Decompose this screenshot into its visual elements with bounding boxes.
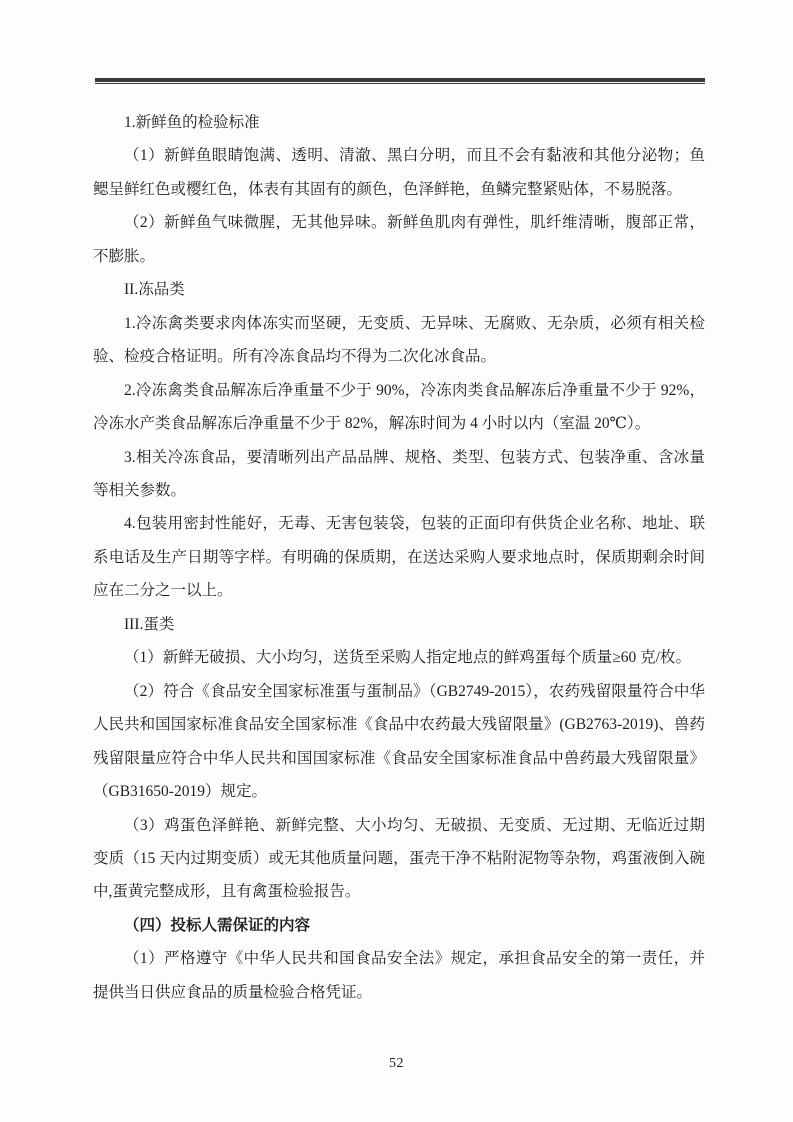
header-rule-thin-line: [95, 83, 705, 85]
section-heading: （四）投标人需保证的内容: [124, 916, 311, 934]
paragraph: 3.相关冷冻食品，要清晰列出产品品牌、规格、类型、包装方式、包装净重、含冰量等相关参数。: [93, 448, 705, 499]
paragraph: 1.冷冻禽类要求肉体冻实而坚硬，无变质、无异味、无腐败、无杂质，必须有相关检验、检疫合格证明。所有冷冻食品均不得为二次化冰食品。: [93, 314, 705, 366]
header-rule: [95, 78, 705, 84]
header-rule-thick-line: [95, 78, 705, 82]
paragraph: （1）严格遵守《中华人民共和国食品安全法》规定，承担食品安全的第一责任，并提供当日供应食品的质量检验合格凭证。: [93, 950, 705, 1001]
paragraph: 4.包装用密封性能好，无毒、无害包装袋，包装的正面印有供货企业名称、地址、联系电话及生产日期等字样。有明确的保质期，在送达采购人要求地点时，保质期剩余时间应在二分之一以上。: [93, 515, 705, 600]
page-number: 52: [389, 1056, 404, 1071]
paragraph: III.蛋类: [124, 615, 175, 633]
paragraph: （1）新鲜无破损、大小均匀，送货至采购人指定地点的鲜鸡蛋每个质量≥60 克/枚。: [124, 649, 691, 667]
paragraph: 2.冷冻禽类食品解冻后净重量不少于 90%，冷冻肉类食品解冻后净重量不少于 92%，冷冻水产类食品解冻后净重量不少于 82%，解冻时间为 4 小时以内（室温 20℃）。: [93, 381, 705, 433]
paragraph: 1.新鲜鱼的检验标准: [124, 114, 260, 131]
document-body: [93, 106, 705, 1009]
page-footer: [0, 1054, 793, 1072]
paragraph: （2）符合《食品安全国家标准蛋与蛋制品》（GB2749-2015），农药残留限量符合中华人民共和国国家标准食品安全国家标准《食品中农药最大残留限量》(GB2763-2019)、兽药残留限量应符合中华人民共和国国家标准《食品安全国家标准食品中兽药最大残留限量》（GB31650-2019）规定。: [93, 682, 705, 801]
paragraph: （2）新鲜鱼气味微腥，无其他异味。新鲜鱼肌肉有弹性，肌纤维清晰，腹部正常，不膨胀。: [93, 214, 705, 265]
paragraph: （3）鸡蛋色泽鲜艳、新鲜完整、大小均匀、无破损、无变质、无过期、无临近过期变质（15 天内过期变质）或无其他质量问题，蛋壳干净不粘附泥物等杂物，鸡蛋液倒入碗中,蛋黄完整成形，且有禽蛋检验报告。: [93, 816, 705, 901]
paragraph: （1）新鲜鱼眼睛饱满、透明、清澈、黑白分明，而且不会有黏液和其他分泌物；鱼鳃呈鲜红色或樱红色，体表有其固有的颜色，色泽鲜艳，鱼鳞完整紧贴体，不易脱落。: [93, 147, 705, 198]
paragraph: II.冻品类: [124, 281, 185, 299]
